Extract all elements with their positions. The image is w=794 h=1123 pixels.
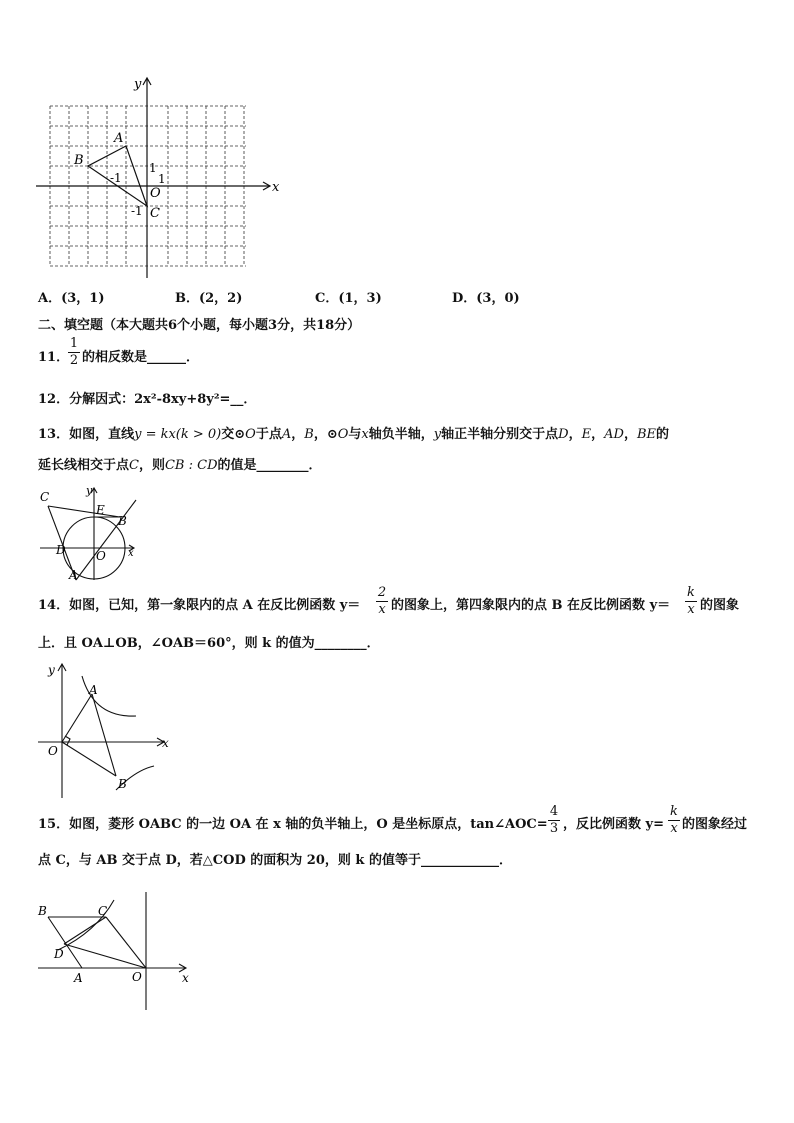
grid-x-label: x: [272, 180, 280, 195]
q15-f1-num: 4: [549, 804, 559, 819]
fig15-label-x: x: [182, 971, 189, 985]
q13-ratio: CB : CD: [164, 458, 218, 473]
grid-y-label: y: [134, 77, 142, 92]
q11-fraction: [68, 337, 80, 368]
fig13-label-o: O: [96, 549, 106, 563]
fig13-label-b: B: [118, 514, 127, 528]
q11-frac-num: 1: [69, 336, 79, 351]
q11-text: 的相反数是______．: [82, 350, 200, 365]
tick-y-one: 1: [149, 161, 157, 175]
figure-13: [36, 484, 146, 582]
fig13-label-x: x: [128, 548, 134, 559]
q13-text-f: 轴负半轴，: [368, 427, 434, 442]
origin-label: O: [150, 186, 161, 201]
q11-frac-den: 2: [69, 353, 79, 368]
q14-text-a: 14．如图，已知，第一象限内的点 A 在反比例函数 y＝: [38, 598, 361, 613]
q13-text-h: 的: [656, 427, 670, 442]
q13-circle-o2: O: [337, 427, 349, 442]
q11-number: 11．: [38, 350, 70, 365]
choice-a[interactable]: A．(3，1): [38, 291, 105, 306]
q13-text-e: 与: [348, 427, 362, 442]
fig15-label-a: A: [74, 971, 83, 985]
q13-text-c: 于点: [255, 427, 282, 442]
q14-f1-num: 2: [377, 585, 387, 600]
q13-comma: ，: [291, 427, 305, 442]
fig13-label-d: D: [56, 543, 66, 557]
q13-point-c: C: [129, 458, 139, 473]
q13-point-a: A: [281, 427, 292, 442]
fig15-label-b: B: [38, 904, 47, 918]
q13-segment-ad: AD: [604, 427, 624, 442]
q13-line2: [38, 458, 322, 474]
point-b-label: B: [74, 153, 84, 168]
q15-f2-den: x: [670, 821, 678, 836]
q13-text-d: ，⊙: [313, 427, 338, 442]
q13-text-a: 13．如图，直线: [38, 427, 135, 442]
q13-line1: [38, 427, 669, 443]
choice-c[interactable]: C．(1，3): [315, 291, 382, 306]
fig13-label-c: C: [40, 490, 50, 504]
q13-y-var: y: [433, 427, 442, 442]
q15-f2-num: k: [670, 804, 678, 819]
q13-comma: ，: [623, 427, 637, 442]
fig14-label-b: B: [118, 777, 127, 791]
q14-f2-den: x: [687, 602, 695, 617]
fig13-label-e: E: [96, 503, 105, 517]
q13-text-line2c: 的值是________．: [217, 458, 322, 473]
q13-formula: y = kx(k > 0): [134, 427, 222, 442]
q15-fraction-1: [548, 805, 560, 836]
q14-f1-den: x: [378, 602, 386, 617]
q13-x-var: x: [361, 427, 369, 442]
q13-text-line2b: ，则: [138, 458, 165, 473]
q13-text-g: 轴正半轴分别交于点: [441, 427, 559, 442]
q13-point-d: D: [558, 427, 569, 442]
fig14-label-a: A: [89, 683, 98, 697]
q13-circle-o: O: [245, 427, 256, 442]
point-c-label: C: [150, 206, 160, 221]
q13-segment-be: BE: [636, 427, 656, 442]
section-heading: 二、填空题（本大题共6个小题，每小题3分，共18分）: [38, 318, 361, 333]
fig15-label-c: C: [98, 904, 108, 918]
q13-point-b: B: [304, 427, 314, 442]
fig14-label-y: y: [48, 663, 55, 677]
q15-f1-den: 3: [549, 821, 559, 836]
q15-line2: 点 C，与 AB 交于点 D，若△COD 的面积为 20，则 k 的值等于____________．: [38, 853, 512, 868]
q14-text-c: 的图象: [700, 598, 740, 613]
q13-text-b: 交⊙: [221, 427, 246, 442]
q15-text-a: 15．如图，菱形 OABC 的一边 OA 在 x 轴的负半轴上，O 是坐标原点，tan∠AOC=: [38, 817, 548, 832]
q14-line2: 上．且 OA⊥OB，∠OAB＝60°，则 k 的值为________．: [38, 636, 380, 651]
q14-f2-num: k: [687, 585, 695, 600]
fig14-label-x: x: [162, 736, 169, 750]
q14-text-b: 的图象上，第四象限内的点 B 在反比例函数 y＝: [391, 598, 671, 613]
grid-figure: [36, 72, 286, 282]
q14-fraction-1: [376, 586, 388, 617]
point-a-label: A: [114, 131, 124, 146]
q15-text-c: 的图象经过: [682, 817, 748, 832]
q13-point-e: E: [581, 427, 592, 442]
fig15-label-d: D: [54, 947, 64, 961]
choice-b[interactable]: B．(2，2): [175, 291, 243, 306]
fig13-label-a: A: [69, 568, 78, 582]
q13-comma: ，: [568, 427, 582, 442]
fig14-label-o: O: [48, 744, 58, 758]
question-12: 12．分解因式：2x²-8xy+8y²=__．: [38, 392, 257, 407]
q13-text-line2a: 延长线相交于点: [38, 458, 130, 473]
choice-d[interactable]: D．(3，0): [452, 291, 520, 306]
q15-text-b: ，反比例函数 y=: [563, 817, 664, 832]
q15-fraction-2: [668, 805, 680, 836]
figure-15: [36, 888, 196, 1012]
tick-x-one: 1: [158, 172, 166, 186]
fig15-label-o: O: [132, 970, 142, 984]
tick-y-neg-one: -1: [131, 204, 143, 218]
q14-fraction-2: [685, 586, 697, 617]
q13-comma: ，: [591, 427, 605, 442]
figure-14: [36, 660, 176, 800]
tick-x-neg-one: -1: [110, 171, 122, 185]
fig13-label-y: y: [86, 484, 93, 497]
